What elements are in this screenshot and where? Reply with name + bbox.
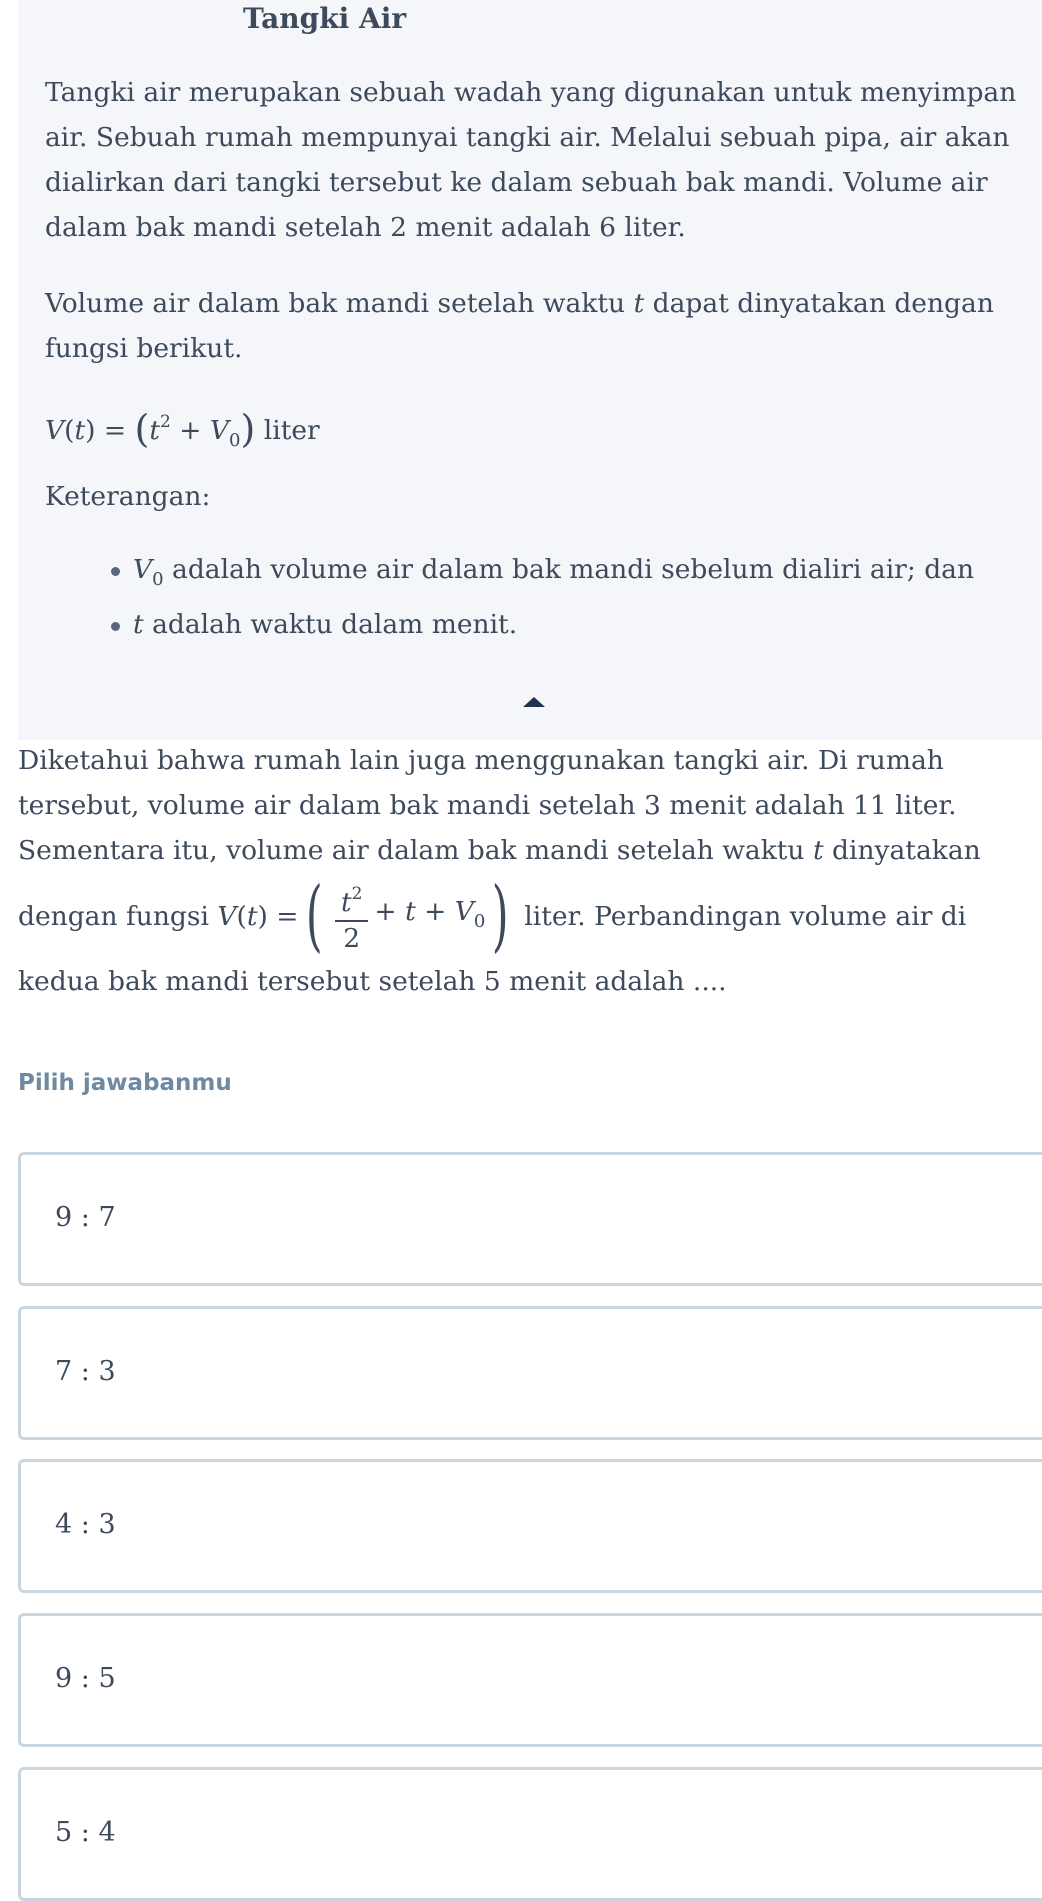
question-formula-line: dengan fungsi V(t) = ( $\frac{t^2}{2}$ + $t + V_0$ ) liter. Perbandingan volume air di: [18, 871, 967, 961]
question-text-part: Sementara itu, volume air dalam bak mandi setelah waktu: [18, 835, 805, 866]
option-label: 9 : 7: [55, 1202, 116, 1233]
paragraph-text: Volume air dalam bak mandi setelah waktu: [45, 288, 626, 319]
answer-option-a[interactable]: [18, 1152, 1042, 1286]
volume-formula: $V(t) = (t^2 + V_0)$ liter: [45, 407, 320, 451]
answer-option-e[interactable]: [18, 1767, 1042, 1901]
answer-option-c[interactable]: [18, 1459, 1042, 1593]
answer-option-b[interactable]: [18, 1306, 1042, 1440]
paragraph-line: dalam bak mandi setelah 2 menit adalah 6 liter.: [45, 212, 686, 243]
paragraph-text: fungsi berikut.: [45, 333, 243, 364]
answer-option-d[interactable]: [18, 1613, 1042, 1747]
formula-unit: liter: [263, 415, 320, 446]
question-text-part: liter. Perbandingan volume air di: [524, 900, 967, 932]
question-line: Sementara itu, volume air dalam bak mandi setelah waktu t dinyatakan: [18, 835, 981, 866]
question-text: [18, 738, 1028, 1004]
question-line: tersebut, volume air dalam bak mandi setelah 3 menit adalah 11 liter.: [18, 790, 957, 821]
option-label: 7 : 3: [55, 1356, 116, 1387]
fraction: $\frac{t^2}{2}$: [335, 877, 368, 956]
option-label: 4 : 3: [55, 1509, 116, 1540]
option-label: 9 : 5: [55, 1663, 116, 1694]
notes-heading: Keterangan:: [45, 481, 211, 512]
list-item: $V_0$ adalah volume air dalam bak mandi sebelum dialiri air; dan: [133, 547, 974, 602]
answer-prompt: Pilih jawabanmu: [18, 1070, 232, 1096]
passage-paragraph-1: [45, 70, 1040, 250]
notes-list: [45, 547, 974, 647]
passage-title: Tangki Air: [243, 2, 407, 35]
variable-t: t: [633, 288, 645, 319]
note-text: adalah volume air dalam bak mandi sebelum dialiri air; dan: [172, 554, 975, 585]
option-label: 5 : 4: [55, 1817, 116, 1848]
paragraph-line: dialirkan dari tangki tersebut ke dalam sebuah bak mandi. Volume air: [45, 167, 988, 198]
paragraph-line: air. Sebuah rumah mempunyai tangki air. Melalui sebuah pipa, air akan: [45, 122, 1010, 153]
question-text-part: dinyatakan: [832, 835, 981, 866]
collapse-up-icon[interactable]: [523, 697, 545, 707]
reading-passage: [18, 0, 1042, 740]
paragraph-text: dapat dinyatakan dengan: [652, 288, 994, 319]
question-line: Diketahui bahwa rumah lain juga menggunakan tangki air. Di rumah: [18, 745, 944, 776]
paragraph-line: Tangki air merupakan sebuah wadah yang digunakan untuk menyimpan: [45, 77, 1017, 108]
question-text-part: dengan fungsi: [18, 900, 209, 932]
list-item: t adalah waktu dalam menit.: [133, 602, 974, 647]
passage-paragraph-2: [45, 281, 1040, 371]
question-line: kedua bak mandi tersebut setelah 5 menit adalah ....: [18, 966, 727, 997]
note-text: adalah waktu dalam menit.: [152, 609, 518, 640]
